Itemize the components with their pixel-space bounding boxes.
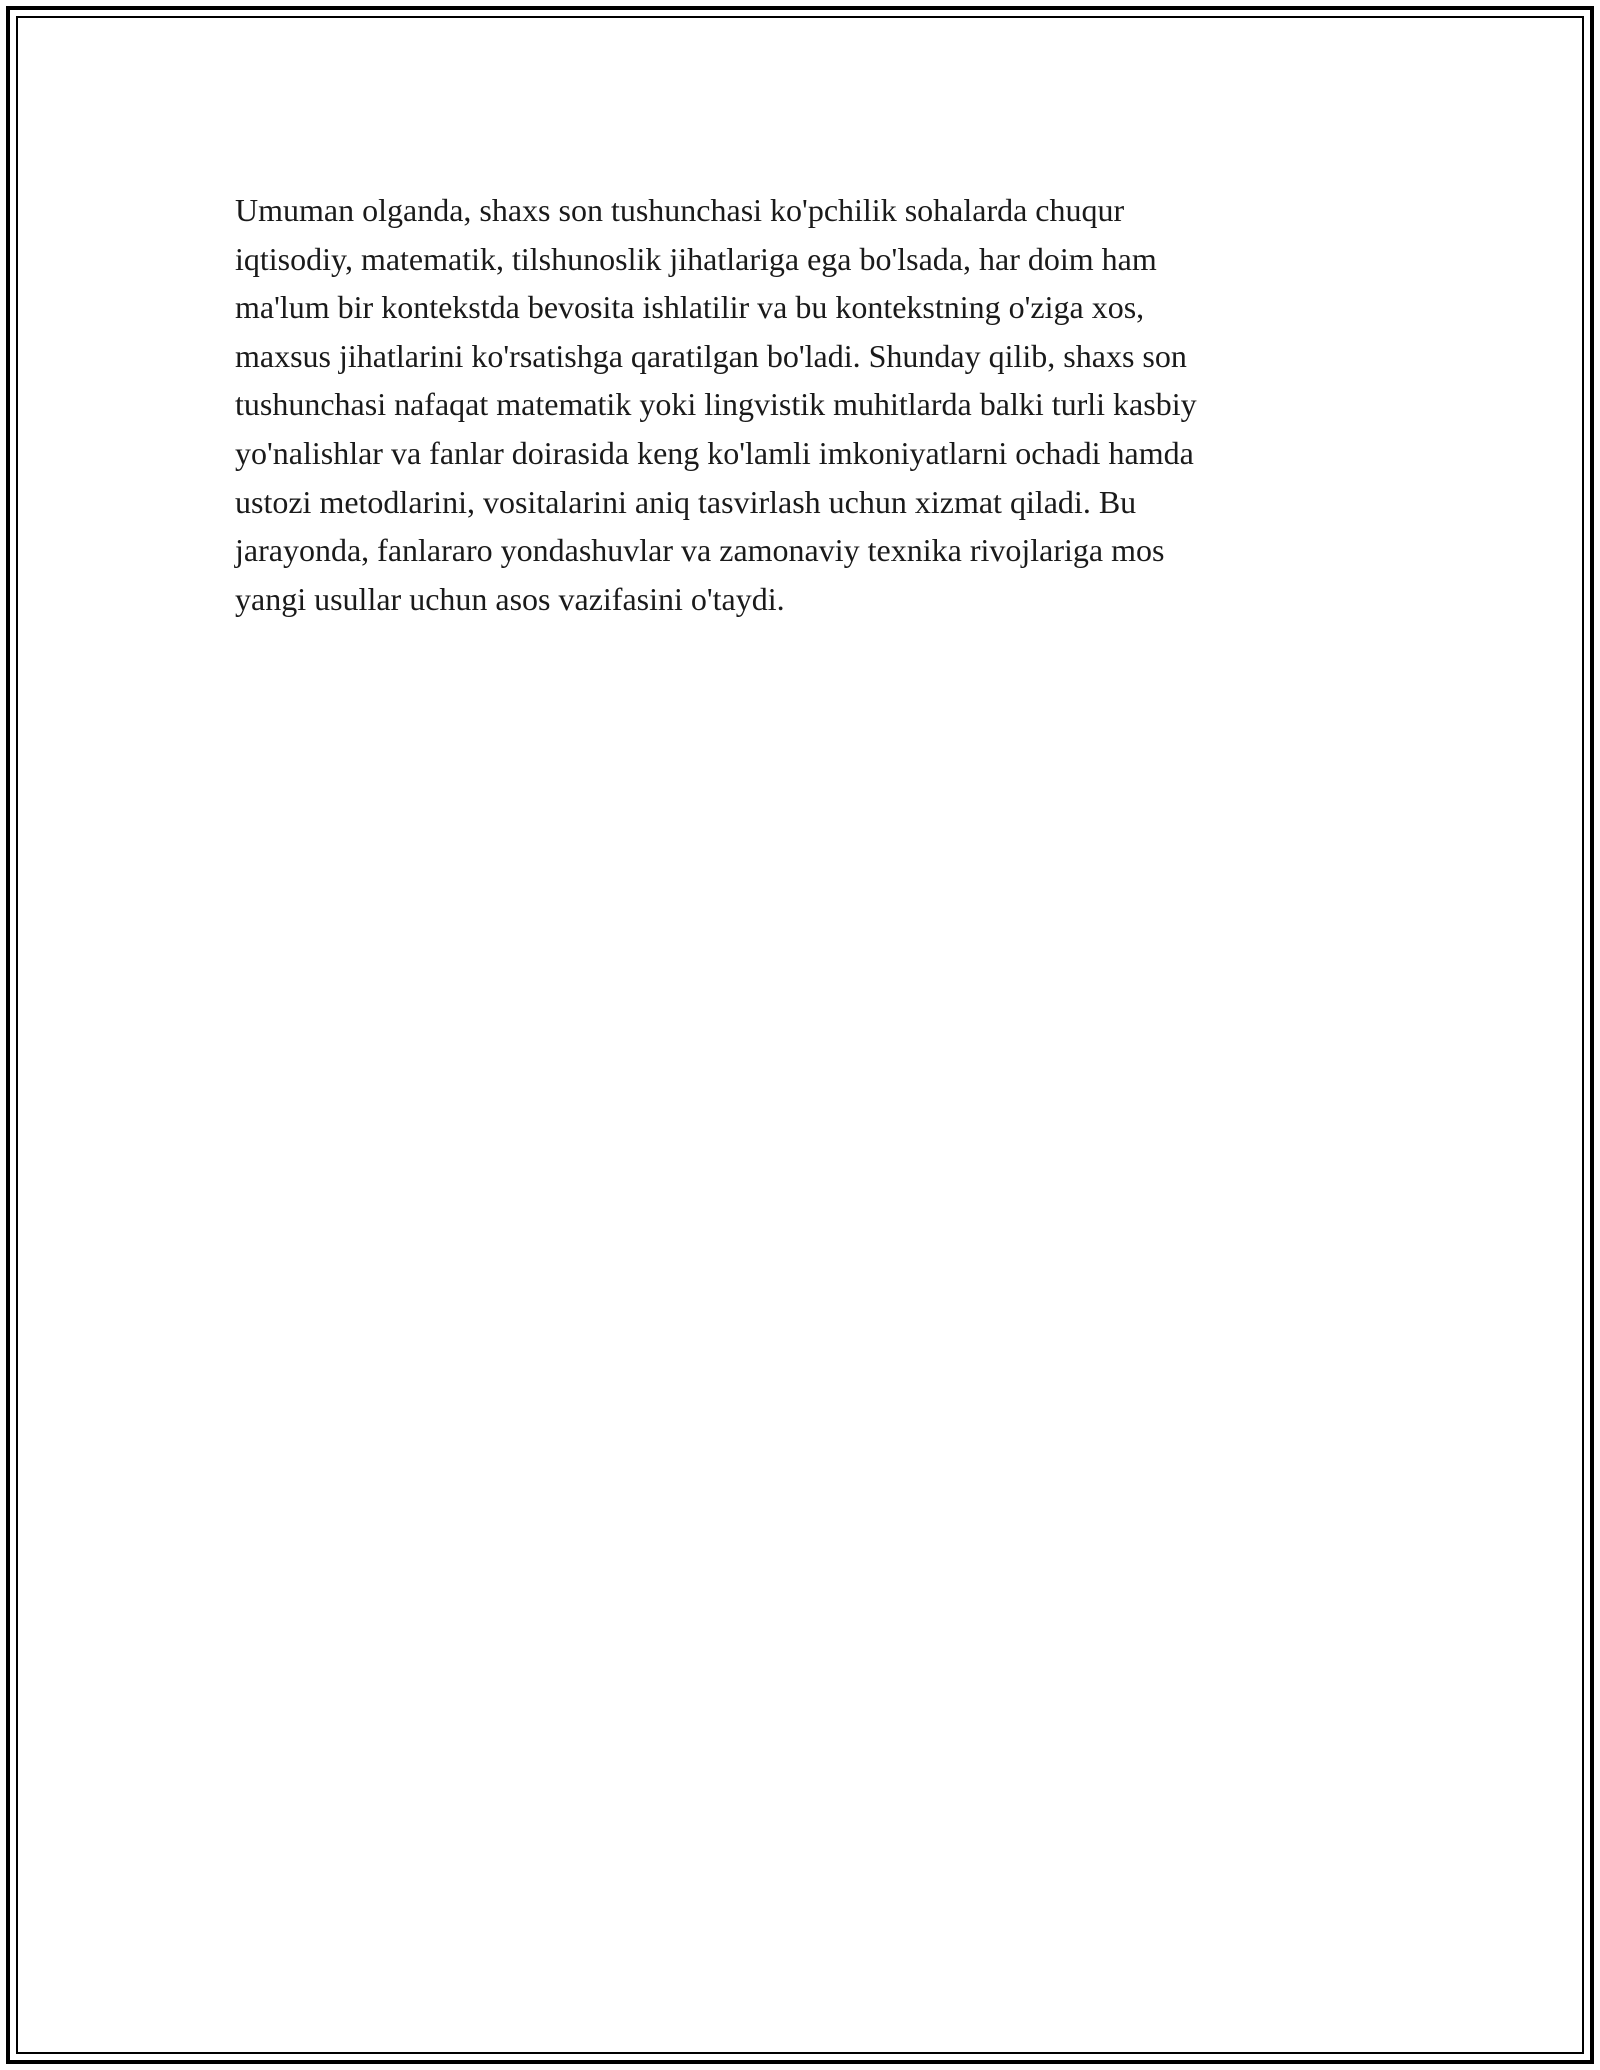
document-body bbox=[235, 186, 1355, 623]
paragraph-line: iqtisodiy, matematik, tilshunoslik jihatlariga ega bo'lsada, har doim ham bbox=[235, 240, 1157, 277]
paragraph-line: yangi usullar uchun asos vazifasini o'taydi. bbox=[235, 580, 785, 617]
paragraph-line: tushunchasi nafaqat matematik yoki lingvistik muhitlarda balki turli kasbiy bbox=[235, 386, 1197, 423]
paragraph-line: ustozi metodlarini, vositalarini aniq tasvirlash uchun xizmat qiladi. Bu bbox=[235, 483, 1137, 520]
paragraph-line: ma'lum bir kontekstda bevosita ishlatilir va bu kontekstning o'ziga xos, bbox=[235, 289, 1145, 326]
paragraph-line: yo'nalishlar va fanlar doirasida keng ko'lamli imkoniyatlarni ochadi hamda bbox=[235, 434, 1194, 471]
body-paragraph bbox=[235, 186, 1355, 623]
paragraph-line: maxsus jihatlarini ko'rsatishga qaratilgan bo'ladi. Shunday qilib, shaxs son bbox=[235, 337, 1187, 374]
paragraph-line: Umuman olganda, shaxs son tushunchasi ko'pchilik sohalarda chuqur bbox=[235, 192, 1125, 228]
paragraph-line: jarayonda, fanlararo yondashuvlar va zamonaviy texnika rivojlariga mos bbox=[235, 532, 1165, 569]
